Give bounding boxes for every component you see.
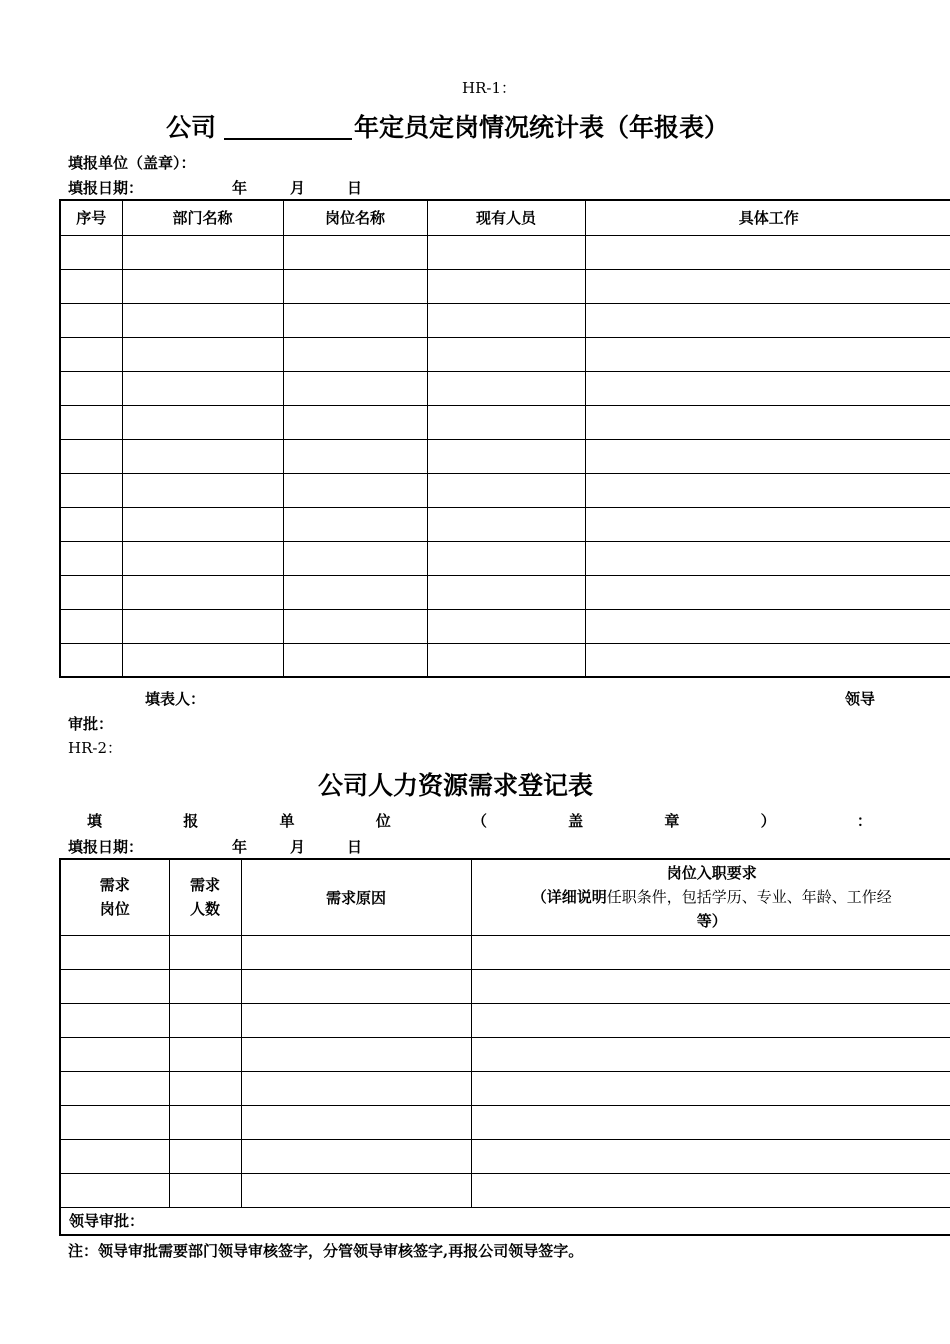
table-cell[interactable] (283, 609, 427, 643)
form1-date-day: 日 (347, 179, 363, 197)
table-cell[interactable] (427, 507, 585, 541)
table-row (60, 405, 950, 439)
col-header-department: 部门名称 (122, 200, 283, 235)
table-cell[interactable] (60, 1105, 169, 1139)
form1-date-month: 月 (290, 179, 306, 197)
table-cell[interactable] (60, 1037, 169, 1071)
table-cell[interactable] (60, 1139, 169, 1173)
table-cell[interactable] (60, 643, 122, 677)
table-row (60, 1105, 950, 1139)
table-cell[interactable] (427, 337, 585, 371)
table-cell[interactable] (122, 575, 283, 609)
table-row (60, 507, 950, 541)
table-cell[interactable] (283, 575, 427, 609)
form1-table (59, 199, 950, 678)
unit-char: ） (760, 812, 776, 830)
col-header-required-count: 需求 人数 (169, 859, 241, 935)
table-cell[interactable] (585, 269, 950, 303)
table-cell[interactable] (122, 643, 283, 677)
form1-code: HR-1： (462, 79, 516, 97)
table-cell[interactable] (122, 439, 283, 473)
table-cell[interactable] (585, 541, 950, 575)
table-cell[interactable] (427, 269, 585, 303)
col-header-required-position: 需求 岗位 (60, 859, 169, 935)
table-cell[interactable] (169, 1037, 241, 1071)
table-row (60, 609, 950, 643)
table-cell[interactable] (169, 1173, 241, 1207)
table-cell[interactable] (60, 473, 122, 507)
table-cell[interactable] (427, 473, 585, 507)
table-cell[interactable] (60, 935, 169, 969)
table-cell[interactable] (122, 337, 283, 371)
table-cell[interactable] (241, 1105, 471, 1139)
table-cell[interactable] (585, 507, 950, 541)
table-cell[interactable] (122, 507, 283, 541)
form2-header-row (60, 859, 950, 935)
unit-char: 盖 (568, 812, 584, 830)
unit-char: 报 (183, 812, 199, 830)
table-cell[interactable] (241, 935, 471, 969)
table-cell[interactable] (60, 337, 122, 371)
table-cell[interactable] (283, 371, 427, 405)
table-cell[interactable] (241, 1071, 471, 1105)
table-cell[interactable] (60, 439, 122, 473)
form1-title-suffix: 年定员定岗情况统计表（年报表） (354, 113, 730, 142)
table-cell[interactable] (585, 609, 950, 643)
table-cell[interactable] (585, 643, 950, 677)
table-row (60, 303, 950, 337)
table-cell[interactable] (283, 269, 427, 303)
table-cell[interactable] (122, 235, 283, 269)
table-cell[interactable] (241, 1173, 471, 1207)
table-cell[interactable] (169, 1003, 241, 1037)
table-cell[interactable] (585, 337, 950, 371)
table-cell[interactable] (241, 1037, 471, 1071)
col-header-serial: 序号 (60, 200, 122, 235)
table-cell[interactable] (122, 473, 283, 507)
table-cell[interactable] (427, 609, 585, 643)
table-cell[interactable] (427, 371, 585, 405)
table-row (60, 473, 950, 507)
table-row (60, 1071, 950, 1105)
table-cell[interactable] (60, 969, 169, 1003)
table-row (60, 575, 950, 609)
form2-date-label: 填报日期： (68, 838, 144, 856)
table-cell[interactable] (585, 575, 950, 609)
table-row (60, 1139, 950, 1173)
table-cell[interactable] (471, 1139, 950, 1173)
unit-char: ： (856, 812, 872, 830)
table-cell[interactable] (471, 969, 950, 1003)
table-cell[interactable] (585, 371, 950, 405)
table-cell[interactable] (427, 541, 585, 575)
unit-char: 填 (87, 812, 103, 830)
table-row (60, 643, 950, 677)
table-cell[interactable] (427, 405, 585, 439)
table-cell[interactable] (60, 1003, 169, 1037)
table-cell[interactable] (169, 1071, 241, 1105)
table-cell[interactable] (122, 371, 283, 405)
unit-char: 章 (664, 812, 680, 830)
table-row (60, 1173, 950, 1207)
form2-date-month: 月 (290, 838, 306, 856)
table-row (60, 371, 950, 405)
table-cell[interactable] (283, 303, 427, 337)
table-row (60, 439, 950, 473)
table-cell[interactable] (60, 371, 122, 405)
table-cell[interactable] (585, 405, 950, 439)
unit-char: 单 (279, 812, 295, 830)
table-cell[interactable] (283, 439, 427, 473)
form2-note: 注：领导审批需要部门领导审核签字，分管领导审核签字,再报公司领导签字。 (68, 1242, 584, 1260)
form2-table (59, 858, 950, 1236)
table-cell[interactable] (122, 405, 283, 439)
table-cell[interactable] (169, 969, 241, 1003)
table-cell[interactable] (169, 1105, 241, 1139)
table-cell[interactable] (585, 473, 950, 507)
table-cell[interactable] (471, 1105, 950, 1139)
table-cell[interactable] (241, 1003, 471, 1037)
form2-approve-label[interactable]: 领导审批： (60, 1207, 950, 1235)
form1-leader-label: 领导 (845, 690, 876, 708)
col-header-reason: 需求原因 (241, 859, 471, 935)
table-cell[interactable] (169, 1139, 241, 1173)
form2-code: HR-2： (68, 739, 122, 757)
unit-char: 位 (375, 812, 391, 830)
table-cell[interactable] (471, 1037, 950, 1071)
table-cell[interactable] (122, 609, 283, 643)
table-cell[interactable] (471, 1173, 950, 1207)
table-cell[interactable] (427, 439, 585, 473)
table-cell[interactable] (241, 1139, 471, 1173)
table-cell[interactable] (60, 575, 122, 609)
table-row (60, 935, 950, 969)
table-cell[interactable] (585, 235, 950, 269)
form1-date-label: 填报日期： (68, 179, 144, 197)
table-cell[interactable] (122, 269, 283, 303)
table-row (60, 235, 950, 269)
table-cell[interactable] (60, 235, 122, 269)
table-row (60, 337, 950, 371)
table-cell[interactable] (585, 439, 950, 473)
form1-header-row (60, 200, 950, 235)
table-row (60, 1037, 950, 1071)
table-cell[interactable] (471, 1003, 950, 1037)
table-cell[interactable] (122, 303, 283, 337)
col-header-duties: 具体工作 (585, 200, 950, 235)
table-cell[interactable] (60, 269, 122, 303)
table-cell[interactable] (169, 935, 241, 969)
unit-char: （ (471, 812, 487, 830)
form1-unit-label: 填报单位（盖章）： (68, 154, 196, 172)
table-cell[interactable] (283, 473, 427, 507)
form1-approve-label: 审批： (68, 715, 114, 733)
table-cell[interactable] (60, 303, 122, 337)
table-cell[interactable] (471, 1071, 950, 1105)
table-cell[interactable] (122, 541, 283, 575)
table-cell[interactable] (471, 935, 950, 969)
table-cell[interactable] (283, 541, 427, 575)
form1-filler-label: 填表人： (145, 690, 206, 708)
table-row (60, 541, 950, 575)
form2-unit-label (87, 810, 872, 831)
form2-date-day: 日 (347, 838, 363, 856)
form1-title-prefix: 公司 (166, 113, 217, 142)
table-cell[interactable] (427, 235, 585, 269)
col-header-current-staff: 现有人员 (427, 200, 585, 235)
table-cell[interactable] (427, 575, 585, 609)
table-cell[interactable] (60, 507, 122, 541)
table-cell[interactable] (283, 337, 427, 371)
table-cell[interactable] (283, 405, 427, 439)
table-cell[interactable] (283, 507, 427, 541)
table-cell[interactable] (427, 643, 585, 677)
table-row (60, 969, 950, 1003)
table-cell[interactable] (427, 303, 585, 337)
form2-title: 公司人力资源需求登记表 (318, 771, 594, 800)
table-cell[interactable] (60, 405, 122, 439)
form1-date-year: 年 (232, 179, 248, 197)
table-row (60, 269, 950, 303)
form1-title-blank (224, 138, 352, 140)
table-cell[interactable] (283, 643, 427, 677)
table-cell[interactable] (585, 303, 950, 337)
table-row (60, 1003, 950, 1037)
col-header-job-requirements: 岗位入职要求 （详细说明任职条件，包括学历、专业、年龄、工作经 等） (471, 859, 950, 935)
table-cell[interactable] (60, 541, 122, 575)
col-header-position: 岗位名称 (283, 200, 427, 235)
form2-date-year: 年 (232, 838, 248, 856)
table-cell[interactable] (60, 609, 122, 643)
table-cell[interactable] (60, 1071, 169, 1105)
table-cell[interactable] (60, 1173, 169, 1207)
table-cell[interactable] (283, 235, 427, 269)
form2-approve-row (60, 1207, 950, 1235)
table-cell[interactable] (241, 969, 471, 1003)
